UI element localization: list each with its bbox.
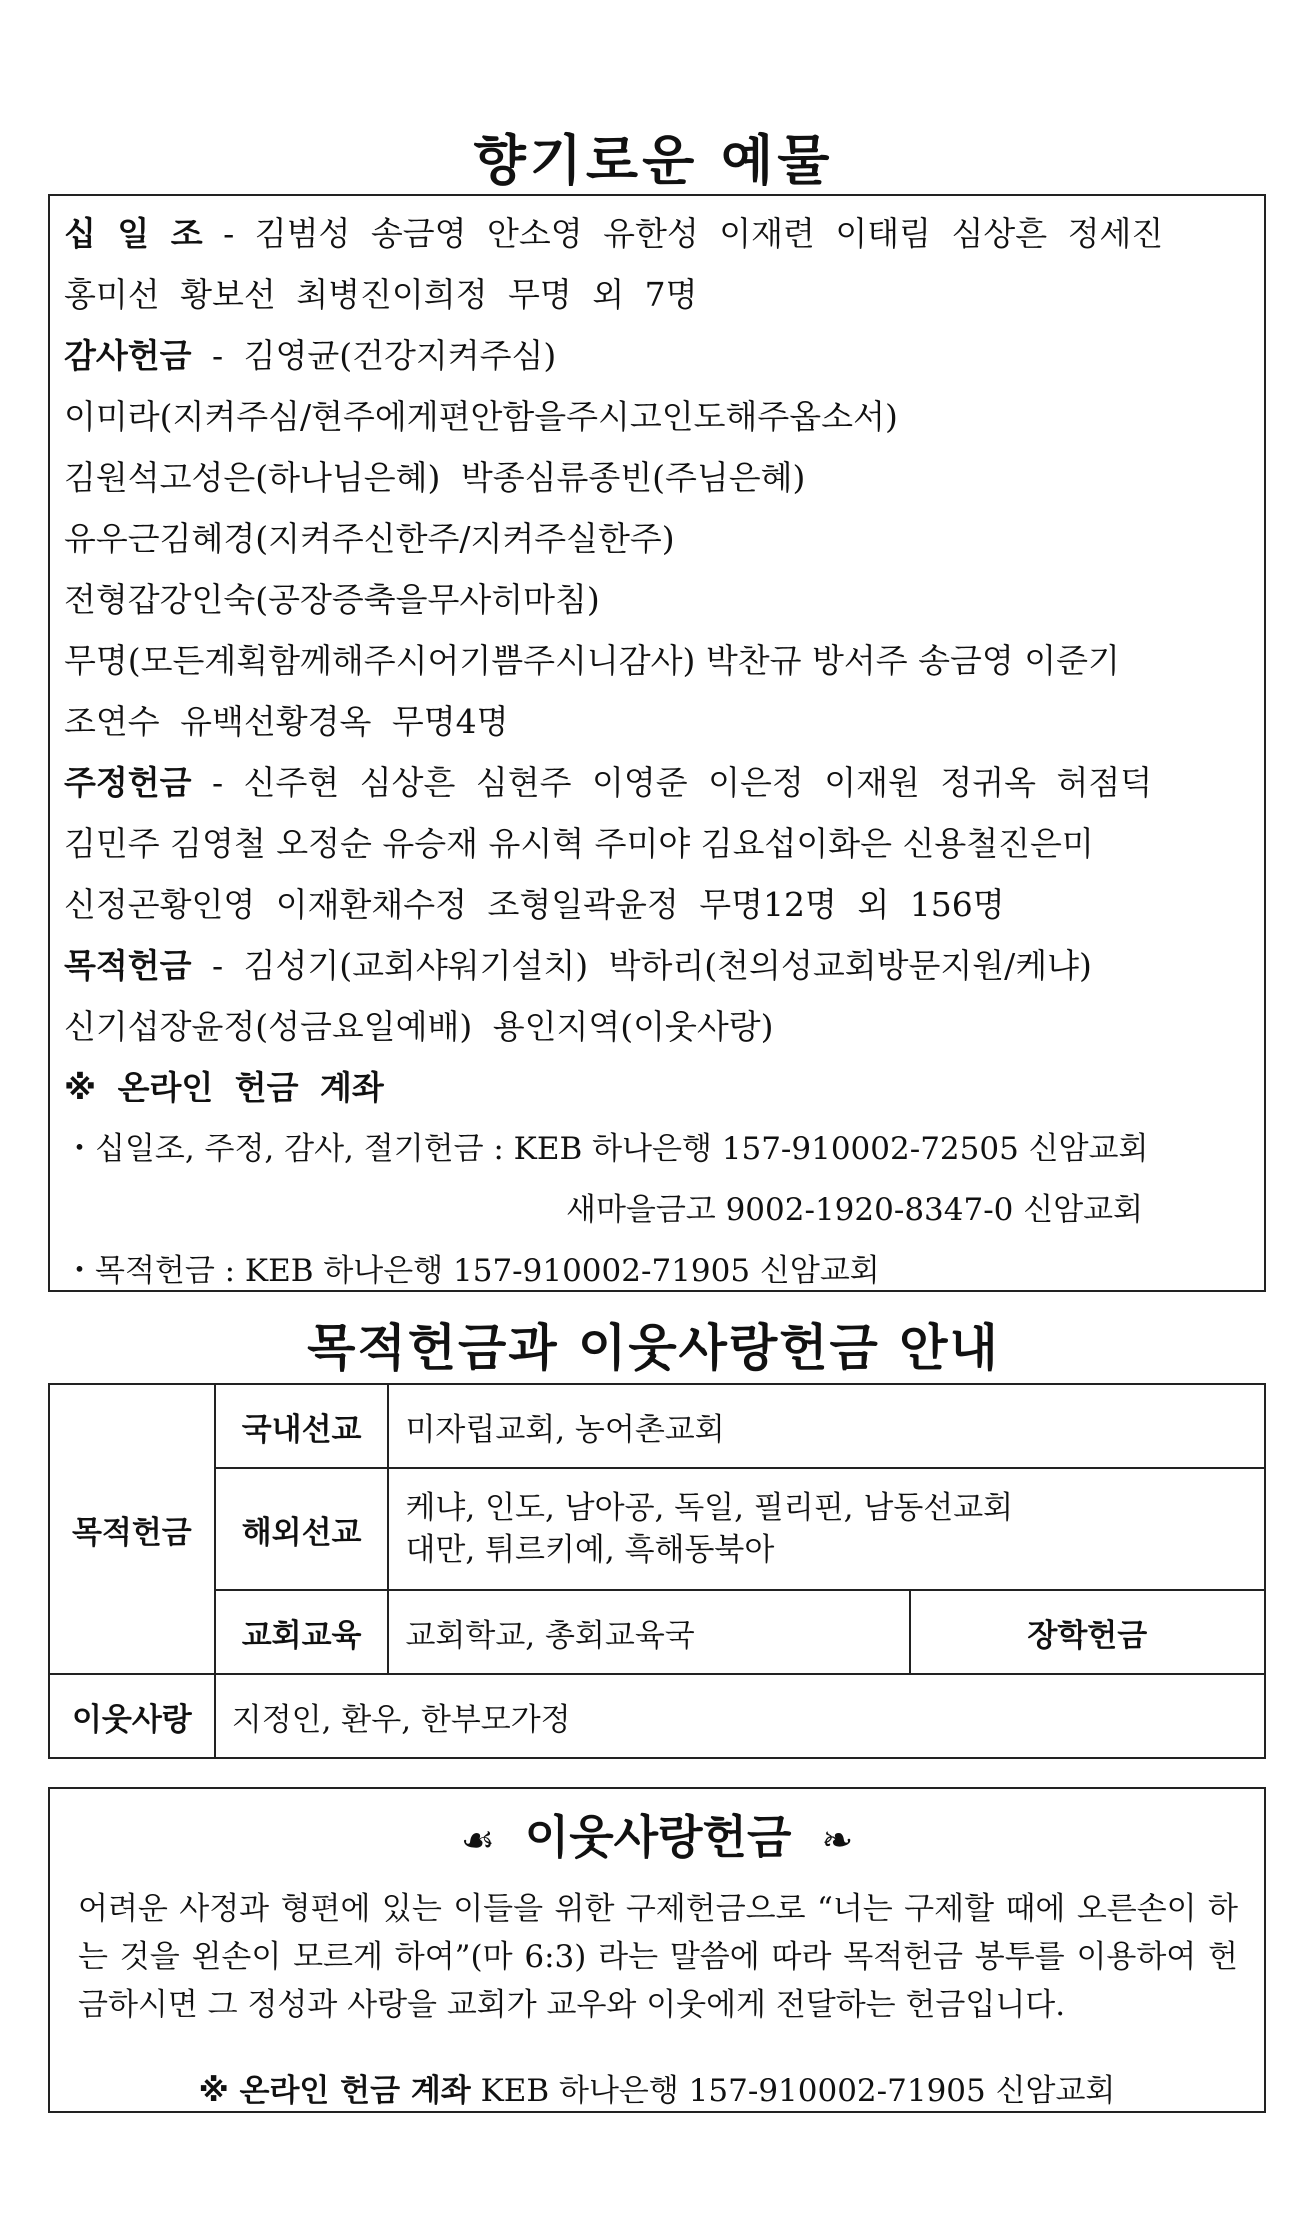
online-account-1: ・십일조, 주정, 감사, 절기헌금 : KEB 하나은행 157-910002-72505 신암교회	[64, 1131, 1149, 1167]
neighbor-box	[48, 1787, 1266, 2113]
neighbor-label: 이웃사랑	[49, 1674, 215, 1758]
online-heading: ※ 온라인 헌금 계좌	[64, 1068, 384, 1107]
offering-box	[48, 194, 1266, 1292]
neighbor-title-text: 이웃사랑헌금	[524, 1810, 792, 1864]
tithe-names-1: - 김범성 송금영 안소영 유한성 이재련 이태림 심상흔 정세진	[223, 214, 1164, 253]
table-row	[49, 1384, 1265, 1468]
thanks-names-2: 이미라(지켜주심/현주에게편안함을주시고인도해주옵소서)	[64, 397, 898, 436]
tithe-line-1	[64, 208, 1163, 255]
domestic-label: 국내선교	[215, 1384, 389, 1468]
education-value: 교회학교, 총회교육국	[388, 1590, 909, 1674]
thanks-names-3: 김원석고성은(하나님은혜) 박종심류종빈(주님은혜)	[64, 458, 806, 497]
purpose-label: 목적헌금	[64, 946, 192, 985]
online-account-2: 새마을금고 9002-1920-8347-0 신암교회	[566, 1192, 1144, 1228]
thanks-names-6: 무명(모든계획함께해주시어기쁨주시니감사) 박찬규 방서주 송금영 이준기	[64, 641, 1120, 680]
offering-title: 향기로운 예물	[473, 129, 834, 192]
weekly-names-3: 신정곤황인영 이재환채수정 조형일곽윤정 무명12명 외 156명	[64, 885, 1005, 924]
overseas-label: 해외선교	[215, 1468, 389, 1590]
thanks-line-1	[64, 330, 556, 377]
neighbor-online-account	[50, 2065, 1264, 2110]
table-row	[49, 1590, 1265, 1674]
table-row	[49, 1468, 1265, 1590]
neighbor-value: 지정인, 환우, 한부모가정	[215, 1674, 1265, 1758]
overseas-value-line-1: 케냐, 인도, 남아공, 독일, 필리핀, 남동선교회	[405, 1490, 1014, 1526]
domestic-value: 미자립교회, 농어촌교회	[388, 1384, 1265, 1468]
tithe-label: 십 일 조	[64, 214, 203, 253]
leaf-ornament-left-icon: ☙	[460, 1818, 495, 1862]
thanks-names-4: 유우근김혜경(지켜주신한주/지켜주실한주)	[64, 519, 675, 558]
neighbor-online-value: KEB 하나은행 157-910002-71905 신암교회	[480, 2073, 1116, 2109]
thanks-names-1: - 김영균(건강지켜주심)	[212, 336, 557, 375]
neighbor-online-label: ※ 온라인 헌금 계좌	[198, 2073, 471, 2109]
table-row	[49, 1674, 1265, 1758]
purpose-line-1	[64, 940, 1092, 987]
weekly-label: 주정헌금	[64, 763, 192, 802]
thanks-label: 감사헌금	[64, 336, 192, 375]
weekly-line-1	[64, 757, 1152, 804]
purpose-names-1: - 김성기(교회샤워기설치) 박하리(천의성교회방문지원/케냐)	[212, 946, 1092, 985]
purpose-cell: 목적헌금	[49, 1384, 215, 1674]
online-account-3: ・목적헌금 : KEB 하나은행 157-910002-71905 신암교회	[64, 1253, 880, 1289]
scholarship-cell: 장학헌금	[910, 1590, 1265, 1674]
thanks-names-5: 전형갑강인숙(공장증축을무사히마침)	[64, 580, 600, 619]
neighbor-title	[50, 1801, 1264, 1867]
weekly-names-2: 김민주 김영철 오정순 유승재 유시혁 주미야 김요섭이화은 신용철진은미	[64, 824, 1094, 863]
tithe-names-2: 홍미선 황보선 최병진이희정 무명 외 7명	[64, 275, 698, 314]
overseas-value-line-2: 대만, 튀르키예, 흑해동북아	[405, 1532, 775, 1568]
weekly-names-1: - 신주현 심상흔 심현주 이영준 이은정 이재원 정귀옥 허점덕	[212, 763, 1153, 802]
neighbor-paragraph: 어려운 사정과 형편에 있는 이들을 위한 구제헌금으로 “너는 구제할 때에 오른손이 하는 것을 왼손이 모르게 하여”(마 6:3) 라는 말씀에 따라 목적헌금 봉투를 이용하여 헌금하시면 그 정성과 사랑을 교회가 교우와 이웃에게 전달하는 헌금입니다.	[78, 1891, 1238, 2023]
leaf-ornament-right-icon: ❧	[821, 1818, 854, 1862]
education-label: 교회교육	[215, 1590, 389, 1674]
thanks-names-7: 조연수 유백선황경옥 무명4명	[64, 702, 509, 741]
guide-title: 목적헌금과 이웃사랑헌금 안내	[307, 1319, 1000, 1377]
guide-table	[48, 1383, 1266, 1759]
overseas-value	[388, 1468, 1265, 1590]
purpose-names-2: 신기섭장윤정(성금요일예배) 용인지역(이웃사랑)	[64, 1007, 774, 1046]
